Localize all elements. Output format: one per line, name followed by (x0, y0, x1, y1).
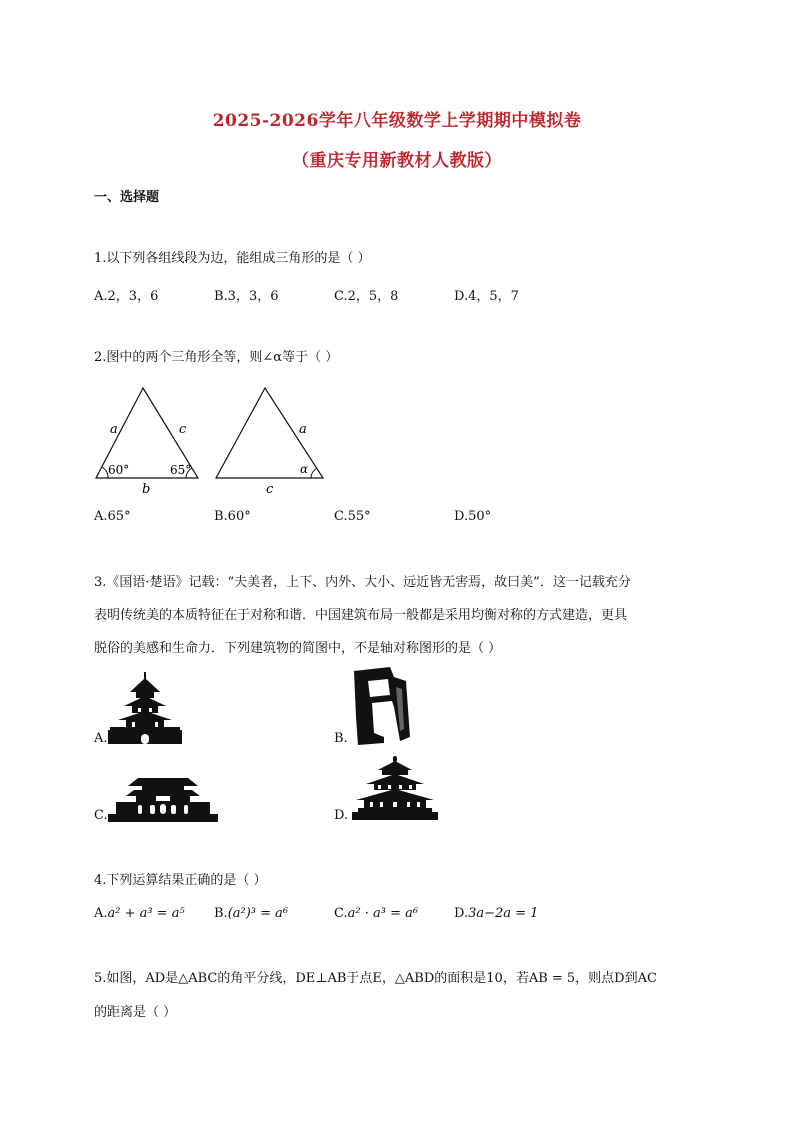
question-4-option-b-label: B. (214, 906, 228, 921)
document-title: 2025-2026学年八年级数学上学期期中模拟卷 (212, 111, 582, 131)
right-triangle-angle-arc (311, 468, 317, 478)
question-4-option-d (454, 906, 538, 921)
question-2-option-b: B.60° (214, 509, 251, 524)
question-1-option-a: A.2，3，6 (94, 289, 159, 304)
question-1-option-d: D.4，5，7 (454, 289, 519, 304)
question-2-option-d: D.50° (454, 509, 492, 524)
right-triangle-side-c: c (266, 482, 274, 497)
question-5-stem-line-1: 5.如图，AD是△ABC的角平分线，DE⊥AB于点E，△ABD的面积是10，若AB = 5，则点D到AC (94, 971, 657, 986)
right-triangle-angle-alpha: α (300, 462, 309, 476)
question-2-option-a: A.65° (94, 509, 131, 524)
question-4-option-b-expr: (a²)³ = a⁶ (227, 906, 289, 921)
temple-of-heaven-icon (352, 756, 438, 820)
question-1-option-b: B.3，3，6 (214, 289, 279, 304)
question-2-option-c: C.55° (334, 509, 371, 524)
left-triangle-side-b: b (142, 482, 151, 497)
question-4-option-d-label: D. (454, 906, 469, 921)
question-4-option-c-expr: a² · a³ = a⁶ (347, 906, 419, 921)
right-triangle-side-a: a (299, 422, 307, 437)
document-subtitle: （重庆专用新教材人教版） (292, 151, 502, 171)
question-3-option-a: A. (94, 731, 108, 746)
cctv-tower-icon (350, 667, 412, 745)
question-4-stem: 4.下列运算结果正确的是（ ） (94, 873, 267, 888)
question-3-option-d: D. (334, 808, 349, 823)
question-3-option-c: C. (94, 808, 108, 823)
section-heading: 一、选择题 (94, 190, 160, 205)
question-3-stem-line-1: 3.《国语·楚语》记载：“夫美者，上下、内外、大小、远近皆无害焉，故曰美”．这一记载充分 (94, 575, 631, 590)
question-4-option-a-expr: a² + a³ = a⁵ (107, 906, 185, 921)
question-3-stem-line-3: 脱俗的美感和生命力．下列建筑物的简图中，不是轴对称图形的是（ ） (94, 641, 502, 656)
question-3-option-b: B. (334, 731, 348, 746)
question-4-option-a (94, 906, 185, 921)
left-triangle-angle-65: 65° (170, 463, 192, 477)
question-4-option-b (214, 906, 288, 921)
question-4-option-d-expr: 3a−2a = 1 (468, 906, 539, 921)
left-triangle-side-a: a (110, 422, 118, 437)
question-3-stem-line-2: 表明传统美的本质特征在于对称和谐．中国建筑布局一般都是采用均衡对称的方式建造，更具 (94, 608, 628, 623)
question-4-option-a-label: A. (94, 906, 108, 921)
left-triangle-angle-60: 60° (108, 463, 130, 477)
question-5-stem-line-2: 的距离是（ ） (94, 1005, 177, 1020)
question-4-option-c-label: C. (334, 906, 348, 921)
tiananmen-icon (108, 774, 218, 822)
left-triangle-side-c: c (179, 422, 187, 437)
pagoda-icon (108, 672, 182, 744)
question-2-stem: 2.图中的两个三角形全等，则∠α等于（ ） (94, 350, 339, 365)
question-1-option-c: C.2，5，8 (334, 289, 399, 304)
question-4-option-c (334, 906, 418, 921)
congruent-triangles-figure (88, 380, 338, 498)
question-1-stem: 1.以下列各组线段为边，能组成三角形的是（ ） (94, 251, 371, 266)
